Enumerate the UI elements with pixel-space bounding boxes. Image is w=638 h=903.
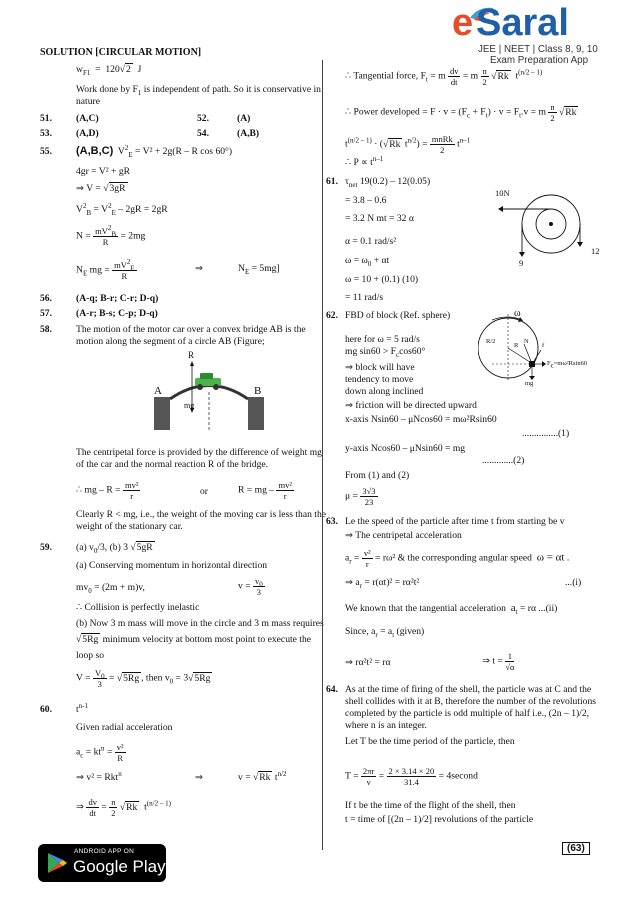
q55-line2: 4gr = V² + gR (76, 166, 131, 177)
q59-a2: /3, (b) 3 (97, 542, 128, 553)
q64-text4: where n is an integer. (345, 720, 427, 731)
q59-l7-den: 3 (97, 679, 102, 689)
q63-t-den: √α (505, 662, 515, 672)
fbd-mg-label: mg (525, 380, 534, 387)
q60-l3f: n/2 (277, 769, 287, 778)
q63-num: 63. (326, 516, 338, 527)
q60-l3d: Rk (259, 772, 271, 783)
q64-T-frac2 (387, 766, 437, 787)
q59-l7-num: V (94, 668, 102, 678)
r2c: = (450, 106, 457, 118)
q60-line3c (238, 769, 287, 784)
q62-line10 (345, 486, 378, 507)
q61-l5: ω = ω (345, 255, 368, 266)
q55-line4: $V^2_B = V^2_E - 2gR = 2gR$ (76, 201, 168, 217)
q61-num: 61. (326, 176, 338, 187)
q62-line7: x-axis Nsin60 – μNcos60 = mω²Rsin60 (345, 414, 497, 425)
q55-N-res: = 2mg (120, 230, 146, 242)
fbd-f-label: f (542, 342, 545, 349)
q59-l2-num: v (255, 576, 260, 586)
q58-e1-den: r (130, 491, 134, 501)
q59-l5b: minimum velocity at bottom most point to execute the (100, 634, 312, 645)
q59-l2-frac: $\frac{v_0}{3}$ (255, 576, 263, 597)
r3-frac (430, 134, 455, 155)
t1: Work done by F (76, 84, 138, 95)
pulley-figure (495, 188, 605, 272)
pulley-12: 12 (591, 246, 600, 256)
q60-l4-frac (86, 797, 99, 818)
q62-num: 62. (326, 310, 338, 321)
r1e: t (515, 70, 519, 82)
q64-text3: completed by the particle is odd multiple of half i.e., (2n – 1)/2, (345, 708, 590, 719)
q63-l3c: = rα ...(ii) (517, 603, 558, 614)
q55-line5 (76, 226, 145, 247)
q63-t-frac (505, 651, 514, 672)
q62-line1: here for ω = 5 rad/s (345, 334, 420, 345)
q58-text5: Clearly R < mg, i.e., the weight of the moving car is less than the (76, 509, 326, 520)
r1b: = m (427, 70, 446, 82)
q55-N-num: mV (95, 226, 108, 236)
page-number: (63) (562, 842, 590, 855)
section-title: SOLUTION [CIRCULAR MOTION] (40, 47, 202, 58)
q55-NE-res-a: N (238, 263, 245, 274)
q55-num: 55. (40, 146, 52, 157)
logo-e: e (452, 2, 474, 44)
q64-text5: Let T be the time period of the particle, then (345, 736, 515, 747)
q59-l2: mv (76, 582, 89, 593)
q59-ans: (a) $v_0/3$, (b) 3 √ 5gR (76, 542, 155, 554)
q60-l4b: = (101, 801, 107, 813)
r1-den: dt (450, 77, 458, 87)
google-play-icon (46, 851, 68, 875)
q63-line2: ⇒ $a_r = r(\alpha t)^2 = r\alpha^2t^2$ (345, 577, 420, 590)
fbd-R2-label: R/2 (486, 338, 496, 345)
q58-e1: ∴ mg – R = (76, 484, 121, 496)
q63-l4: Since, a (345, 626, 376, 637)
bridge-B-label: B (254, 385, 262, 397)
q63-l1-num: v² (363, 548, 371, 558)
google-play-badge[interactable] (38, 844, 166, 882)
fbd-omega-label: ω (514, 308, 521, 319)
r2f: ) · v (487, 106, 504, 118)
q58-num: 58. (40, 324, 52, 335)
r-line3: $t^{(n/2 - 1)}$ · (√ Rk $t^{n/2}$) = $\frac{\text{mnRk}}{2}$ $t^{n-1}$ (345, 134, 470, 155)
q61-line4: α = 0.1 rad/s² (345, 236, 397, 247)
q61-line6: ω = 10 + (0.1) (10) (345, 274, 419, 285)
q59-l7a: V = (76, 672, 91, 684)
q59-l7c: 5Rg (123, 672, 140, 684)
q60-asup: n-1 (78, 701, 89, 710)
q61-line7: = 11 rad/s (345, 292, 384, 303)
sqrt-sign (130, 542, 135, 553)
r-line4 (345, 154, 384, 169)
q60-l2-den: R (117, 753, 123, 763)
wf1-val: 120 (105, 64, 120, 75)
q58-e2-frac (276, 480, 293, 501)
q60-l3e: t (272, 772, 278, 783)
r1-frac2 (481, 66, 489, 87)
q64-T-num2: 2 × 3.14 × 20 (388, 766, 435, 776)
q60-l2-frac (115, 742, 126, 763)
q63-l4c: (given) (394, 626, 425, 637)
q64-l1b: = (378, 770, 385, 782)
r3d: t (402, 138, 408, 150)
ans-56-num: 56. (40, 293, 52, 304)
r2e: + F (470, 106, 486, 118)
q58-text3: The centripetal force is provided by the difference of weight mg (76, 447, 322, 458)
q58-or: or (200, 486, 208, 497)
q64-l1c: = 4second (438, 770, 478, 782)
q55-line6: $N_E$ mg = $\frac{mV^2_E}{R}$ (76, 258, 135, 281)
wf1-label: w (76, 64, 83, 75)
wf1-sub: F1 (82, 68, 91, 77)
r2h: .v = m (521, 106, 546, 118)
q63-l1-den: r (365, 559, 369, 569)
r4-sup: n–1 (372, 154, 384, 163)
q59-a3: 5gR (136, 542, 153, 553)
q59-l7-frac: $\frac{V_0}{3}$ (94, 668, 105, 689)
q62-l10a: μ = (345, 490, 358, 502)
sqrt-sign (103, 183, 108, 194)
q64-T-den: v (366, 777, 371, 787)
wf1-line (76, 64, 141, 76)
bridge-A-label: A (154, 385, 162, 397)
r2-num: n (550, 102, 555, 112)
q63-eq1-tag: ...(i) (565, 577, 582, 588)
q60-l3c: v = (238, 772, 251, 783)
fbd-fc-label: $F_c=m\omega^2Rsin60$ (547, 360, 588, 370)
q55-l3b: 3gR (109, 183, 126, 194)
q63-text2: ⇒ The centripetal acceleration (345, 530, 462, 541)
q55-N: N = (76, 230, 91, 242)
fbd-fc: F (547, 360, 551, 367)
q63-line1: $a_r$ = $\frac{\text{v²}}{r}$ = rω² & the corresponding angular speed ω = αt . (345, 548, 570, 569)
r1c: = m (462, 70, 479, 82)
q63-text1: Le the speed of the particle after time t from starting be v (345, 516, 565, 527)
q63-l1-frac (362, 548, 373, 569)
gp-small-text: ANDROID APP ON (74, 848, 135, 855)
r-line2: ∴ Power developed = $F \cdot v = (F_c + F_t) \cdot v = F_t.v = m$ $\frac{n}{2}$ √ Rk (345, 102, 578, 123)
gp-big-text: Google Play (73, 857, 166, 876)
q60-l4-den: dt (89, 808, 97, 818)
q63-l2: ⇒ a (345, 577, 360, 588)
r2d: (F (458, 106, 467, 118)
q55-line1: (A,B,C) $V^2_E = V^2 + 2g(R - R$ cos 60°) (76, 143, 233, 159)
q61-line3: = 3.2 N mt = 32 α (345, 213, 414, 224)
q64-text2: shell collides with it at B, therefore the number of the revolutions (345, 696, 596, 707)
q60-l2-num: v² (116, 742, 124, 752)
q60-line4: ⇒ $\frac{dv}{dt}$ = $\frac{n}{2}$ √ Rk $t^{(n/2 - 1)}$ (76, 797, 171, 818)
q60-l2a: a (76, 746, 81, 758)
r3b: · (374, 138, 378, 150)
q59-line2c (238, 576, 265, 597)
q62-line6: ⇒ friction will be directed upward (345, 400, 477, 411)
r2b: F · v (430, 106, 449, 118)
q60-a: t (76, 704, 79, 715)
q63-l1c: ω = αt (536, 551, 565, 564)
q60-l4-num2: n (111, 797, 116, 807)
q63-line5: ⇒ rα²t² = rα (345, 657, 391, 668)
q64-l1a: T = (345, 770, 359, 782)
q58-text4: of the car and the normal reaction R of the bridge. (76, 459, 269, 470)
q59-l7d: , then v (141, 672, 170, 684)
fbd-R-label: R (514, 342, 519, 349)
q55-line3 (76, 183, 128, 195)
q63-l5b: ⇒ t = (482, 655, 503, 667)
q60-num: 60. (40, 704, 52, 715)
pulley-9: 9 (519, 258, 524, 268)
q59-l5a: 5Rg (82, 634, 99, 645)
q62-eq2-tag: .............(2) (482, 455, 525, 466)
q60-l4a: ⇒ (76, 801, 85, 813)
r3e: = (422, 138, 428, 150)
r2-den: 2 (550, 113, 555, 123)
pulley-10N: 10N (495, 188, 510, 198)
q64-num: 64. (326, 684, 338, 695)
q61-asub: net (348, 180, 358, 189)
q59-l2b: = (2m + m)v, (91, 582, 145, 593)
q55-NE-den: R (121, 271, 128, 281)
q62-line3: ⇒ block will have (345, 362, 415, 373)
q55-NE-res: $N_E = 5mg$] (238, 263, 280, 276)
r3f-sup: n–1 (459, 136, 471, 145)
wf1-text1 (76, 84, 321, 96)
wf1-text2: nature (76, 96, 100, 107)
fbd-N-label: N (524, 338, 529, 345)
q55-NE2: mg = (89, 264, 110, 276)
pulley-diagram (495, 192, 605, 272)
q61-l5b: + αt (371, 255, 390, 266)
q61-line1 (345, 176, 430, 188)
q58-e2-den: r (283, 491, 287, 501)
sphere-fbd-figure (478, 308, 610, 392)
ans-53-num: 53. (40, 128, 52, 139)
q64-text1: As at the time of firing of the shell, the particle was at C and the (345, 684, 592, 695)
q58-text1: The motion of the motor car over a convex bridge AB is the (76, 324, 306, 335)
q59-line2: $mv_0 = (2m + m)v$, (76, 582, 145, 595)
bridge-R-label: R (188, 350, 195, 360)
q61-line2: = 3.8 – 0.6 (345, 195, 387, 206)
q63-l1b: = rω² & the corresponding angular speed (375, 552, 532, 564)
ans-52: (A) (237, 113, 251, 124)
r1d: Rk (497, 70, 509, 82)
q60-line3: ⇒ v² = Rkt$^n$ (76, 769, 122, 783)
q62-eq1-tag: ...............(1) (522, 428, 570, 439)
q62-line5: down along inclined (345, 386, 424, 397)
q62-mu-den: 23 (364, 497, 374, 507)
q64-T-frac (361, 766, 376, 787)
column-divider (322, 60, 323, 850)
q60-line2: $a_c = kt^n$ = $\frac{\text{v²}}{R}$ (76, 742, 124, 763)
ans-52-num: 52. (197, 113, 209, 124)
ans-54: (A,B) (237, 128, 260, 139)
q62-line8: y-axis Ncos60 – μNsin60 = mg (345, 443, 466, 454)
q64-text7: t = time of [(2n – 1)/2] revolutions of the particle (345, 814, 534, 825)
q64-text6: If t be the time of the flight of the shell, then (345, 800, 516, 811)
q59-l7e: = 3 (173, 672, 189, 684)
bridge-mg-label: mg (184, 401, 195, 410)
q55-N-frac: $\frac{mV^2_B}{R}$ (95, 224, 117, 247)
q60-l4d: t (141, 801, 147, 813)
q59-l7f: 5Rg (194, 672, 211, 684)
q63-line5b (482, 651, 514, 672)
q60-l4-den2: 2 (111, 808, 116, 818)
q58-e1-frac (123, 480, 140, 501)
t1c: is independent of path. So it is conservative in (141, 84, 321, 95)
q55-N-den: R (102, 237, 109, 247)
q64-line1 (345, 766, 478, 787)
q60-l4-num: dv (88, 797, 97, 807)
q60-line3b: ⇒ (195, 772, 204, 783)
r2-frac (548, 102, 556, 123)
q63-l3: We known that the tangential acceleration (345, 603, 506, 614)
q62-mu-frac (360, 486, 377, 507)
ans-51: (A,C) (76, 113, 99, 124)
r3c: Rk (389, 138, 401, 150)
wf1-eq: = (95, 64, 101, 75)
q60-ans (76, 701, 89, 716)
r-line1: ∴ Tangential force, $F_t = m$ $\frac{dv}{dt}$ = m $\frac{n}{2}$ √ Rk $t^{(n/2 - 1)}$ (345, 66, 542, 87)
r1-den2: 2 (482, 77, 487, 87)
bridge-figure (150, 352, 270, 432)
q59-l2-den: 3 (256, 587, 262, 597)
r1-frac (448, 66, 461, 87)
q58-e1-num: mv² (124, 480, 139, 490)
q63-l1a: a (345, 552, 350, 564)
q55-NE: N (76, 264, 83, 276)
r2g: = F (503, 106, 520, 118)
q55-arrow: ⇒ (195, 263, 204, 274)
q59-line4: (b) Now 3 m mass will move in the circle and 3 m mass requires (76, 618, 324, 629)
wf1-sqrt: 2 (126, 64, 131, 75)
q62-line4: tendency to move (345, 374, 414, 385)
q59-line6: loop so (76, 650, 104, 661)
sphere-fbd-diagram (478, 312, 610, 392)
q55-NE-num: mV (114, 260, 127, 270)
q55-ans: (A,B,C) (76, 145, 114, 157)
q61-a: τ (345, 176, 349, 187)
r1-num: dv (449, 66, 459, 76)
q59-l7b: = (109, 672, 115, 684)
q55-l4c: – 2gR = 2gR (115, 204, 168, 215)
q58-eq1 (76, 480, 140, 501)
r1-num2: n (482, 66, 487, 76)
q58-text2: motion along the segment of a circle AB (Figure; (76, 336, 265, 347)
q59-a: (a) v (76, 542, 94, 553)
q58-e2-num: mv² (278, 480, 292, 490)
r3a: t (345, 138, 348, 150)
ans-57: (A-r; B-s; C-p; D-q) (76, 308, 158, 319)
q59-line1: (a) Conserving momentum in horizontal direction (76, 560, 268, 571)
r1a: ∴ Tangential force, F (345, 70, 426, 82)
tagline-exams: JEE | NEET | Class 8, 9, 10 (478, 44, 598, 55)
q63-line4: Since, $a_r = a_t$ (given) (345, 626, 425, 639)
q55-l4: V (76, 204, 83, 215)
q55-v: V (117, 146, 125, 157)
q64-T-den2: 31.4 (403, 777, 419, 787)
q62-title: FBD of block (Ref. sphere) (345, 310, 451, 321)
logo-saral: Saral (476, 2, 569, 44)
esaral-logo (446, 4, 626, 66)
q62-mu-num: 3√3 (362, 486, 376, 496)
q55-l4b: = V (91, 204, 109, 215)
q60-l3a: ⇒ v² = Rkt (76, 772, 119, 783)
bridge-diagram (150, 352, 270, 432)
q59-line5 (76, 634, 311, 646)
t1b: 1 (137, 88, 142, 97)
q63-l4b: = a (377, 626, 393, 637)
q58-e2: R = mg – (238, 484, 275, 496)
q61-b: 19(0.2) – 12(0.05) (359, 176, 431, 187)
q60-l4c: Rk (126, 801, 138, 813)
q64-T-num: 2πr (362, 766, 375, 776)
q59-l2c: v = (238, 580, 251, 592)
ans-53: (A,D) (76, 128, 99, 139)
r3-den: 2 (440, 145, 445, 155)
q62-l2: mg sin60 > F (345, 346, 396, 357)
r3-num: mnRk (431, 134, 453, 144)
q60-line1: Given radial acceleration (76, 722, 173, 733)
q59-num: 59. (40, 542, 52, 553)
q62-line2: mg $\sin 60 > F_c\cos 60^\circ$ (345, 346, 426, 359)
r2a: ∴ Power developed = (345, 106, 428, 118)
tagline-app: Exam Preparation App (490, 55, 589, 66)
q60-l2c: = (104, 746, 113, 758)
q55-eq: = V² + 2g(R – R cos 60°) (135, 146, 233, 157)
q59-line7: V = $\frac{V_0}{3}$ = √ 5Rg , then $v_0 = 3√$ 5Rg (76, 668, 212, 689)
q60-l4-frac2 (109, 797, 117, 818)
q55-NE-frac: $\frac{mV^2_E}{R}$ (114, 258, 135, 281)
r3f: t (457, 138, 460, 150)
q63-line3: We known that the tangential acceleration $a_t = r\alpha$ ...(ii) (345, 602, 558, 616)
q62-l2b: cos60° (399, 346, 426, 357)
q63-l2b: = r(αt)² = rα²t² (362, 577, 420, 588)
wf1-unit: J (137, 64, 142, 75)
q63-t-num: 1 (505, 651, 514, 662)
q60-l2b: = kt (83, 746, 102, 758)
ans-56: (A-q; B-r; C-r; D-q) (76, 293, 159, 304)
ans-54-num: 54. (197, 128, 209, 139)
fbd-fc2: =mω²Rsin60 (553, 360, 588, 367)
ans-51-num: 51. (40, 113, 52, 124)
ans-57-num: 57. (40, 308, 52, 319)
q58-eq2 (238, 480, 294, 501)
q62-line9: From (1) and (2) (345, 470, 410, 481)
r4: ∴ P ∝ t (345, 157, 373, 168)
q63-l3b: a (510, 602, 516, 614)
q55-NE-res-b: = 5mg] (249, 263, 280, 274)
r2i: Rk (565, 106, 577, 118)
q61-line5: $\omega = \omega_0 + \alpha t$ (345, 255, 390, 268)
q58-text6: weight of the stationary car. (76, 521, 183, 532)
q55-l3a: ⇒ V = (76, 183, 101, 194)
q59-line3: ∴ Collision is perfectly inelastic (76, 602, 200, 613)
